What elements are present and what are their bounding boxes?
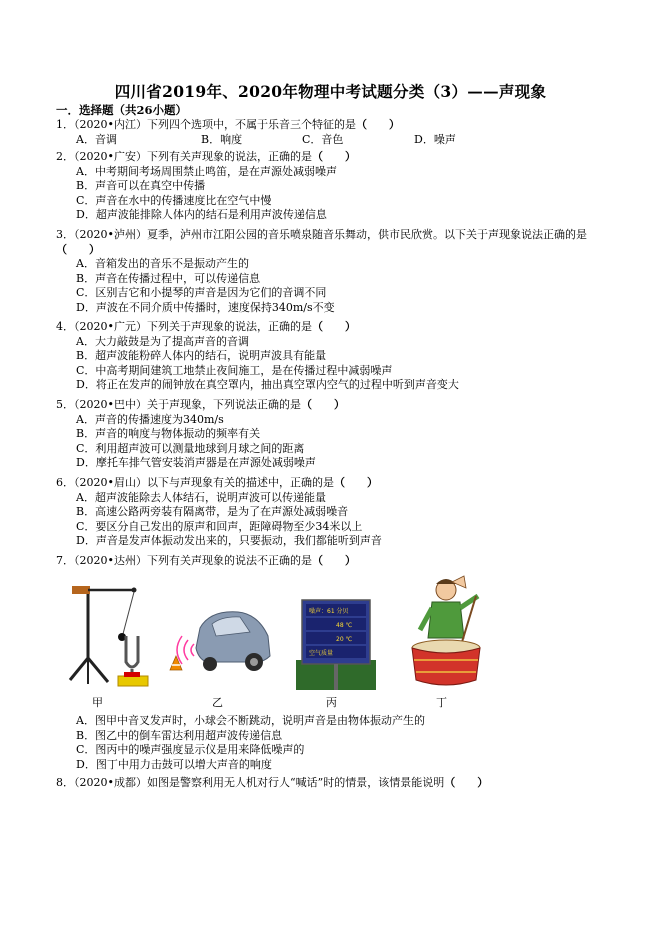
option-b: B．响度 [201,132,243,146]
option-d: D．噪声 [414,132,456,146]
option-d: D．声音是发声体振动发出来的，只要振动，我们都能听到声音 [76,534,382,548]
option-a: A．声音的传播速度为340m/s [76,412,224,426]
question-8 [56,776,616,791]
section-heading: 一．选择题（共26小题） [56,103,188,117]
answer-blank: （ ） [311,320,356,333]
figure-caption: 甲 [92,696,103,709]
options-row [56,133,616,148]
option-d: D．声波在不同介质中传播时，速度保持340m/s不变 [76,300,335,314]
answer-blank: （ ） [300,398,345,411]
question-7-options [56,714,616,772]
answer-blank: （ ） [56,242,100,256]
option-d: D．图丁中用力击鼓可以增大声音的响度 [76,757,272,771]
question-5 [56,398,616,471]
option-a: A．超声波能除去人体结石，说明声波可以传递能量 [76,490,326,504]
answer-blank: （ ） [444,776,489,789]
option-b: B．声音在传播过程中，可以传递信息 [76,271,261,285]
tuning-fork-figure [64,572,164,690]
option-a: A．音调 [76,132,117,146]
option-c: C．图丙中的噪声强度显示仪是用来降低噪声的 [76,743,305,757]
question-6 [56,476,616,549]
question-stem: 1．（2020•内江）下列四个选项中，不属于乐音三个特征的是 [56,118,356,131]
question-stem: 5．（2020•巴中）关于声现象，下列说法正确的是 [56,398,301,411]
panel-line-2: 48 ℃ [336,622,353,629]
question-7-figures [56,572,616,712]
answer-blank: （ ） [355,118,400,131]
option-c: C．区别吉它和小提琴的声音是因为它们的音调不同 [76,286,327,300]
answer-blank: （ ） [311,554,356,567]
document-title: 四川省2019年、2020年物理中考试题分类（3）——声现象 [114,82,547,101]
option-d: D．摩托车排气管安装消声器是在声源处减弱噪声 [76,456,316,470]
question-stem: 2．（2020•广安）下列有关声现象的说法，正确的是 [56,150,312,163]
option-b: B．图乙中的倒车雷达利用超声波传递信息 [76,728,283,742]
question-stem: 6．（2020•眉山）以下与声现象有关的描述中，正确的是 [56,476,334,489]
figure-caption: 丙 [326,696,337,709]
answer-blank: （ ） [311,150,356,163]
option-b: B．高速公路两旁装有隔离带，是为了在声源处减弱噪音 [76,505,349,519]
option-a: A．中考期间考场周围禁止鸣笛，是在声源处减弱噪声 [76,164,337,178]
question-2 [56,150,616,223]
question-stem: 3．（2020•泸州）夏季，泸州市江阳公园的音乐喷泉随音乐舞动，供市民欣赏。以下关于声现象说法正确的是 [56,228,587,241]
question-stem: 7．（2020•达州）下列有关声现象的说法不正确的是 [56,554,312,567]
option-b: B．声音可以在真空中传播 [76,179,206,193]
answer-blank: （ ） [333,476,378,489]
question-3 [56,228,616,316]
reversing-radar-figure [166,600,276,690]
question-1 [56,118,616,148]
question-7 [56,554,616,569]
option-a: A．大力敲鼓是为了提高声音的音调 [76,334,249,348]
panel-line-1: 噪声：61 分贝 [309,608,349,615]
figure-caption: 乙 [212,696,223,709]
option-d: D．将正在发声的闹钟放在真空罩内，抽出真空罩内空气的过程中听到声音变大 [76,378,459,392]
option-c: C．中高考期间建筑工地禁止夜间施工，是在传播过程中减弱噪声 [76,363,393,377]
option-c: C．要区分自己发出的原声和回声，距障碍物至少34米以上 [76,519,363,533]
question-stem: 4．（2020•广元）下列关于声现象的说法，正确的是 [56,320,312,333]
option-d: D．超声波能排除人体内的结石是利用声波传递信息 [76,208,327,222]
question-stem: 8．（2020•成都）如图是警察利用无人机对行人“喊话”时的情景，该情景能说明 [56,776,445,789]
panel-line-4: 空气质量 [309,650,334,657]
option-c: C．声音在水中的传播速度比在空气中慢 [76,193,272,207]
option-a: A．图甲中音叉发声时，小球会不断跳动，说明声音是由物体振动产生的 [76,714,425,727]
drum-figure [406,572,506,690]
panel-line-3: 20 ℃ [336,636,353,643]
noise-display-figure [296,598,376,690]
option-c: C．音色 [302,132,344,146]
option-b: B．超声波能粉碎人体内的结石，说明声波具有能量 [76,349,327,363]
option-b: B．声音的响度与物体振动的频率有关 [76,427,261,441]
option-a: A．音箱发出的音乐不是振动产生的 [76,257,249,271]
option-c: C．利用超声波可以测量地球到月球之间的距离 [76,441,305,455]
figure-caption: 丁 [436,696,447,709]
question-4 [56,320,616,393]
